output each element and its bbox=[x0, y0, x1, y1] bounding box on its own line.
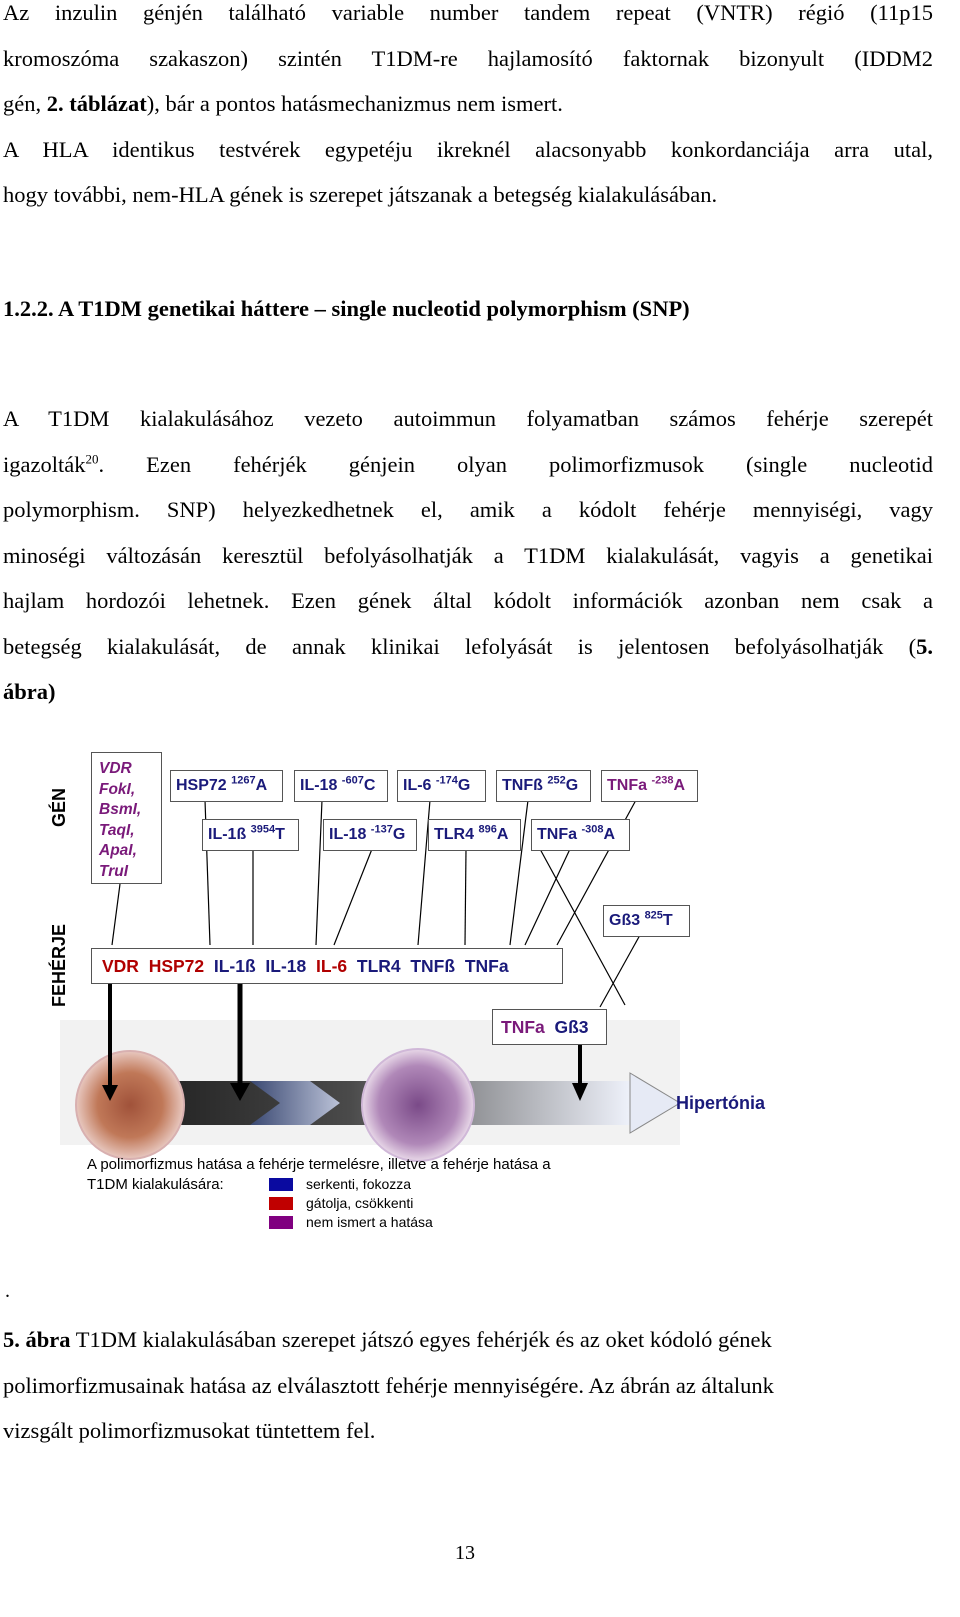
gene-position: -607 bbox=[341, 774, 364, 787]
vdr-polymorphism: FokI, bbox=[99, 780, 136, 798]
text-span: . Ezen fehérjék génjein olyan polimorfizmusok (single nucleotid bbox=[98, 451, 933, 477]
gene-box-hsp72 bbox=[170, 770, 283, 802]
gene-box-il6 bbox=[397, 770, 486, 802]
text-line bbox=[3, 624, 933, 670]
protein-hsp72: HSP72 bbox=[148, 956, 205, 976]
gene-box-tlr4 bbox=[428, 819, 521, 851]
text-line: kromoszóma szakaszon) szintén T1DM-re hajlamosító faktornak bizonyult (IDDM2 bbox=[3, 45, 933, 71]
caption-text: T1DM kialakulásában szerepet játszó egyes fehérjék és az oket kódoló gének bbox=[70, 1327, 772, 1352]
caption-line: polimorfizmusainak hatása az elválasztott fehérje mennyiségére. Az ábrán az általunk bbox=[3, 1372, 774, 1398]
protein-il6: IL-6 bbox=[316, 956, 348, 976]
gene-name: IL-1ß bbox=[208, 826, 251, 843]
snp-paragraph bbox=[3, 396, 933, 715]
legend-title-line: T1DM kialakulására: bbox=[87, 1176, 224, 1193]
gene-position: -137 bbox=[370, 823, 393, 836]
gene-name: TNFa bbox=[607, 777, 652, 794]
link-line bbox=[316, 800, 322, 945]
gene-allele: G bbox=[565, 777, 579, 794]
gene-box-il18-137 bbox=[323, 819, 417, 851]
protein-tnfb: TNFß bbox=[410, 956, 456, 976]
protein-il18: IL-18 bbox=[265, 956, 307, 976]
gene-box-tnfb bbox=[496, 770, 591, 802]
gene-box-il18-607 bbox=[294, 770, 388, 802]
gene-allele: C bbox=[363, 777, 376, 794]
stray-dot: . bbox=[5, 1280, 10, 1302]
text-line: Az inzulin génjén található variable number tandem repeat (VNTR) régió (11p15 bbox=[3, 0, 933, 25]
islet-cell-image bbox=[362, 1049, 474, 1161]
legend-swatch-unknown bbox=[269, 1216, 293, 1229]
gene-name: TNFß bbox=[502, 777, 548, 794]
gene-name: IL-18 bbox=[300, 777, 342, 794]
gene-name: Gß3 bbox=[609, 912, 645, 929]
text-span: gén, bbox=[3, 91, 42, 116]
gene-position: 252 bbox=[547, 774, 566, 787]
vdr-gene-name: VDR bbox=[99, 760, 132, 777]
protein-axis-label: FEHÉRJE bbox=[49, 923, 69, 1007]
gene-axis-label: GÉN bbox=[49, 787, 69, 827]
gene-position: 825 bbox=[644, 909, 663, 922]
protein-tnfa-2: TNFa bbox=[501, 1017, 545, 1037]
protein-il1b: IL-1ß bbox=[213, 956, 256, 976]
gene-name: IL-6 bbox=[403, 777, 436, 794]
protein-tlr4: TLR4 bbox=[356, 956, 401, 976]
section-heading: 1.2.2. A T1DM genetikai háttere – single nucleotid polymorphism (SNP) bbox=[3, 296, 690, 321]
gene-box-tnfa-308 bbox=[531, 819, 630, 851]
figure-caption bbox=[3, 1317, 933, 1454]
gene-name: TNFa bbox=[537, 826, 582, 843]
caption-line: vizsgált polimorfizmusokat tüntettem fel. bbox=[3, 1418, 376, 1443]
gene-allele: G bbox=[392, 826, 406, 843]
intro-paragraph bbox=[3, 0, 933, 218]
caption-label: 5. ábra bbox=[3, 1327, 71, 1352]
gene-box-tnfa-238 bbox=[601, 770, 698, 802]
protein-tnfa: TNFa bbox=[464, 956, 509, 976]
legend-swatch-stimulates bbox=[269, 1178, 293, 1191]
gene-name: IL-18 bbox=[329, 826, 371, 843]
legend-label-stimulates: serkenti, fokozza bbox=[306, 1176, 412, 1192]
text-line: minoségi változásán keresztül befolyásolhatják a T1DM kialakulását, vagyis a genetikai bbox=[3, 542, 933, 568]
text-span: ), bár a pontos hatásmechanizmus nem ismert. bbox=[146, 91, 563, 116]
text-span: igazolták bbox=[3, 451, 86, 477]
figure-5 bbox=[40, 745, 766, 1235]
legend-label-unknown: nem ismert a hatása bbox=[306, 1214, 433, 1230]
gene-allele: A bbox=[496, 826, 509, 843]
text-line: polymorphism. SNP) helyezkedhetnek el, amik a kódolt fehérje mennyiségi, vagy bbox=[3, 497, 933, 522]
vdr-polymorphism: TaqI, bbox=[99, 821, 135, 839]
text-line: A HLA identikus testvérek egypetéju ikreknél alacsonyabb konkordanciája arra utal, bbox=[3, 136, 933, 162]
page-number: 13 bbox=[455, 1542, 475, 1564]
legend-swatch-inhibits bbox=[269, 1197, 293, 1210]
text-line: hajlam hordozói lehetnek. Ezen gének által kódolt információk azonban nem csak a bbox=[3, 588, 933, 613]
protein-gb3: Gß3 bbox=[554, 1017, 589, 1037]
gene-position: -308 bbox=[581, 823, 604, 836]
text-line: A T1DM kialakulásához vezeto autoimmun folyamatban számos fehérje szerepét bbox=[3, 406, 933, 431]
gene-box-gb3 bbox=[603, 905, 690, 937]
gene-allele: G bbox=[457, 777, 471, 794]
vdr-gene-box bbox=[91, 752, 162, 884]
figure-reference-end: ábra) bbox=[3, 679, 56, 704]
vdr-polymorphism: TruI bbox=[99, 862, 128, 880]
gene-allele: T bbox=[275, 826, 285, 843]
text-line bbox=[3, 442, 933, 488]
gene-position: -174 bbox=[435, 774, 458, 787]
protein-vdr: VDR bbox=[102, 956, 139, 976]
protein-box-2 bbox=[492, 1009, 607, 1045]
reference-superscript: 20 bbox=[85, 451, 99, 466]
gene-allele: A bbox=[603, 826, 616, 843]
text-line bbox=[3, 81, 933, 127]
islet-cell-image bbox=[76, 1051, 184, 1159]
gene-position: -238 bbox=[651, 774, 674, 787]
link-line bbox=[112, 884, 120, 945]
caption-line bbox=[3, 1317, 933, 1363]
figure-reference: 5. bbox=[916, 633, 933, 659]
protein-box bbox=[91, 948, 563, 984]
link-line bbox=[334, 849, 372, 945]
gene-allele: A bbox=[255, 777, 268, 794]
vdr-polymorphism: BsmI, bbox=[99, 801, 142, 818]
text-span: betegség kialakulását, de annak klinikai lefolyását is jelentosen befolyásolhatják ( bbox=[3, 633, 917, 659]
link-line bbox=[465, 849, 466, 945]
text-line: hogy további, nem-HLA gének is szerepet játszanak a betegség kialakulásában. bbox=[3, 182, 718, 207]
legend-title-line: A polimorfizmus hatása a fehérje termelésre, illetve a fehérje hatása a bbox=[87, 1156, 551, 1173]
gene-position: 1267 bbox=[231, 774, 256, 787]
gene-name: TLR4 bbox=[434, 826, 479, 843]
table-reference: 2. táblázat bbox=[46, 91, 147, 116]
gene-allele: A bbox=[673, 777, 686, 794]
gene-position: 3954 bbox=[250, 823, 276, 836]
outcome-label: Hipertónia bbox=[676, 1093, 766, 1113]
gene-position: 896 bbox=[478, 823, 497, 836]
gene-name: HSP72 bbox=[176, 777, 232, 794]
gene-box-il1b bbox=[202, 819, 299, 851]
legend-label-inhibits: gátolja, csökkenti bbox=[306, 1195, 414, 1211]
vdr-polymorphism: ApaI, bbox=[99, 842, 137, 859]
gene-allele: T bbox=[662, 912, 673, 929]
